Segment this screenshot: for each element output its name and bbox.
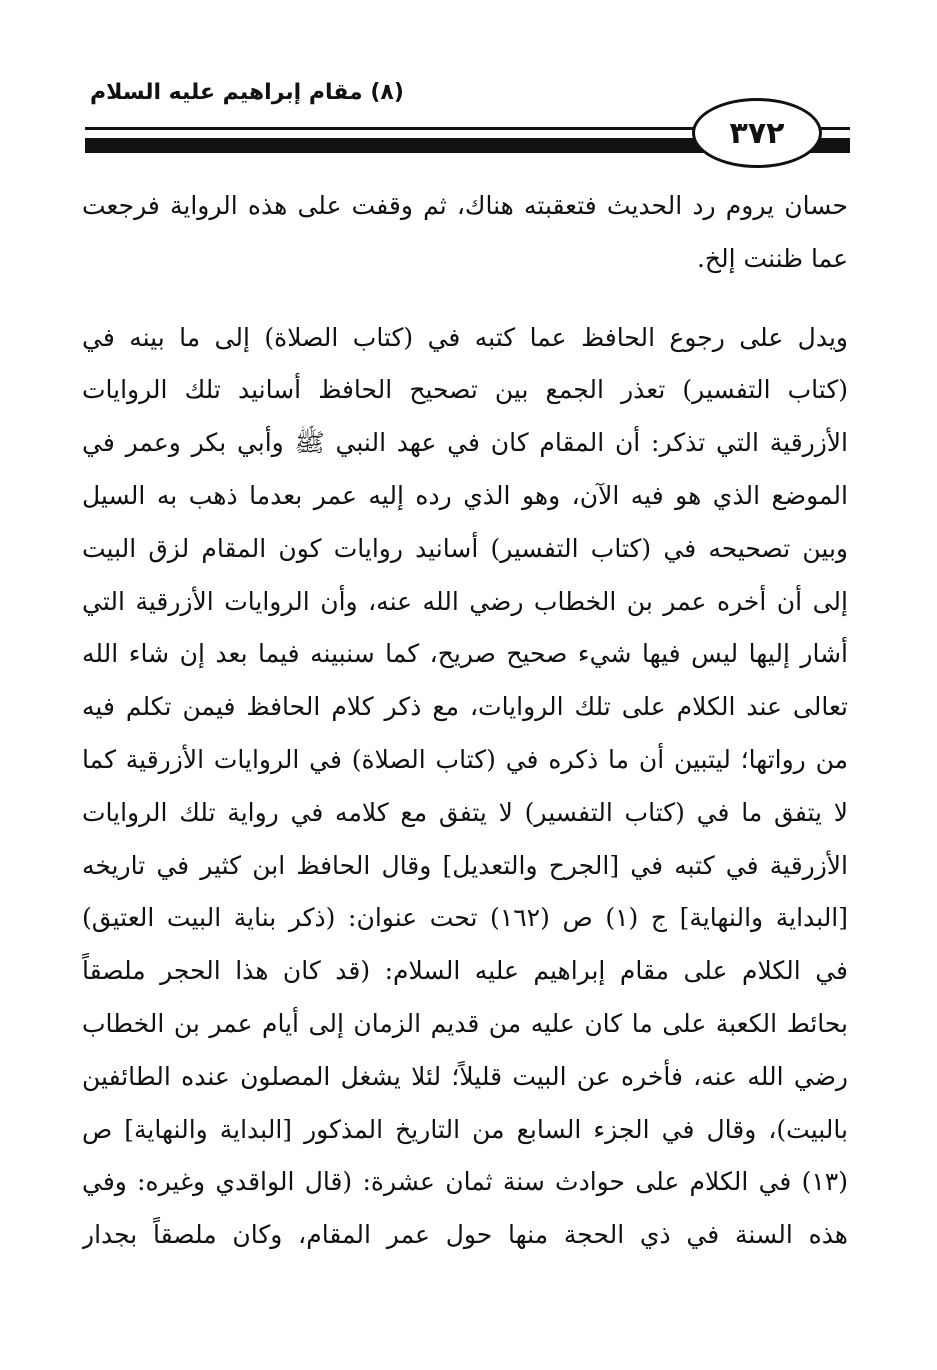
text-line: [البداية والنهاية] ج (١) ص (١٦٢) تحت عنوان: (ذكر بناية البيت العتيق) — [82, 903, 848, 933]
text-line: عما ظننت إلخ. — [696, 243, 848, 273]
running-title: (٨) مقام إبراهيم عليه السلام — [90, 80, 404, 105]
text-line: هذه السنة في ذي الحجة منها حول عمر المقام، وكان ملصقاً بجدار — [82, 1220, 848, 1250]
page-header — [0, 0, 937, 170]
text-line: (كتاب التفسير) تعذر الجمع بين تصحيح الحافظ أسانيد تلك الروايات — [82, 375, 848, 405]
text-line: من رواتها؛ ليتبين أن ما ذكره في (كتاب الصلاة) في الروايات الأزرقية كما — [82, 744, 848, 774]
text-line: تعالى عند الكلام على تلك الروايات، مع ذكر كلام الحافظ فيمن تكلم فيه — [82, 692, 848, 722]
paragraph-gap — [82, 286, 848, 312]
text-line: أشار إليها ليس فيها شيء صحيح صريح، كما سنبينه فيما بعد إن شاء الله — [82, 639, 848, 669]
body-text — [82, 180, 848, 1262]
text-line: (١٣) في الكلام على حوادث سنة ثمان عشرة: (قال الواقدي وغيره: وفي — [82, 1167, 848, 1197]
text-line: في الكلام على مقام إبراهيم عليه السلام: (قد كان هذا الحجر ملصقاً — [82, 956, 848, 986]
text-line: الأزرقية التي تذكر: أن المقام كان في عهد النبي ﷺ وأبي بكر وعمر في — [82, 428, 848, 458]
page-number-oval — [692, 98, 822, 168]
text-line: لا يتفق ما في (كتاب التفسير) لا يتفق مع كلامه في رواية تلك الروايات — [82, 797, 848, 827]
text-line: الموضع الذي هو فيه الآن، وهو الذي رده إليه عمر بعدما ذهب به السيل — [82, 480, 848, 510]
page-number: ٣٧٢ — [729, 115, 785, 151]
text-line: رضي الله عنه، فأخره عن البيت قليلاً؛ لئلا يشغل المصلون عنده الطائفين — [82, 1061, 848, 1091]
text-line: بالبيت)، وقال في الجزء السابع من التاريخ المذكور [البداية والنهاية] ص — [82, 1114, 848, 1144]
text-line: بحائط الكعبة على ما كان عليه من قديم الزمان إلى أيام عمر بن الخطاب — [82, 1008, 848, 1038]
text-line: حسان يروم رد الحديث فتعقبته هناك، ثم وقفت على هذه الرواية فرجعت — [82, 191, 848, 220]
text-line: وبين تصحيحه في (كتاب التفسير) أسانيد روايات كون المقام لزق البيت — [82, 533, 848, 563]
text-line: الأزرقية في كتبه في [الجرح والتعديل] وقال الحافظ ابن كثير في تاريخه — [82, 850, 848, 880]
text-line: ويدل على رجوع الحافظ عما كتبه في (كتاب الصلاة) إلى ما بينه في — [82, 322, 848, 352]
text-line: إلى أن أخره عمر بن الخطاب رضي الله عنه، وأن الروايات الأزرقية التي — [82, 586, 848, 616]
